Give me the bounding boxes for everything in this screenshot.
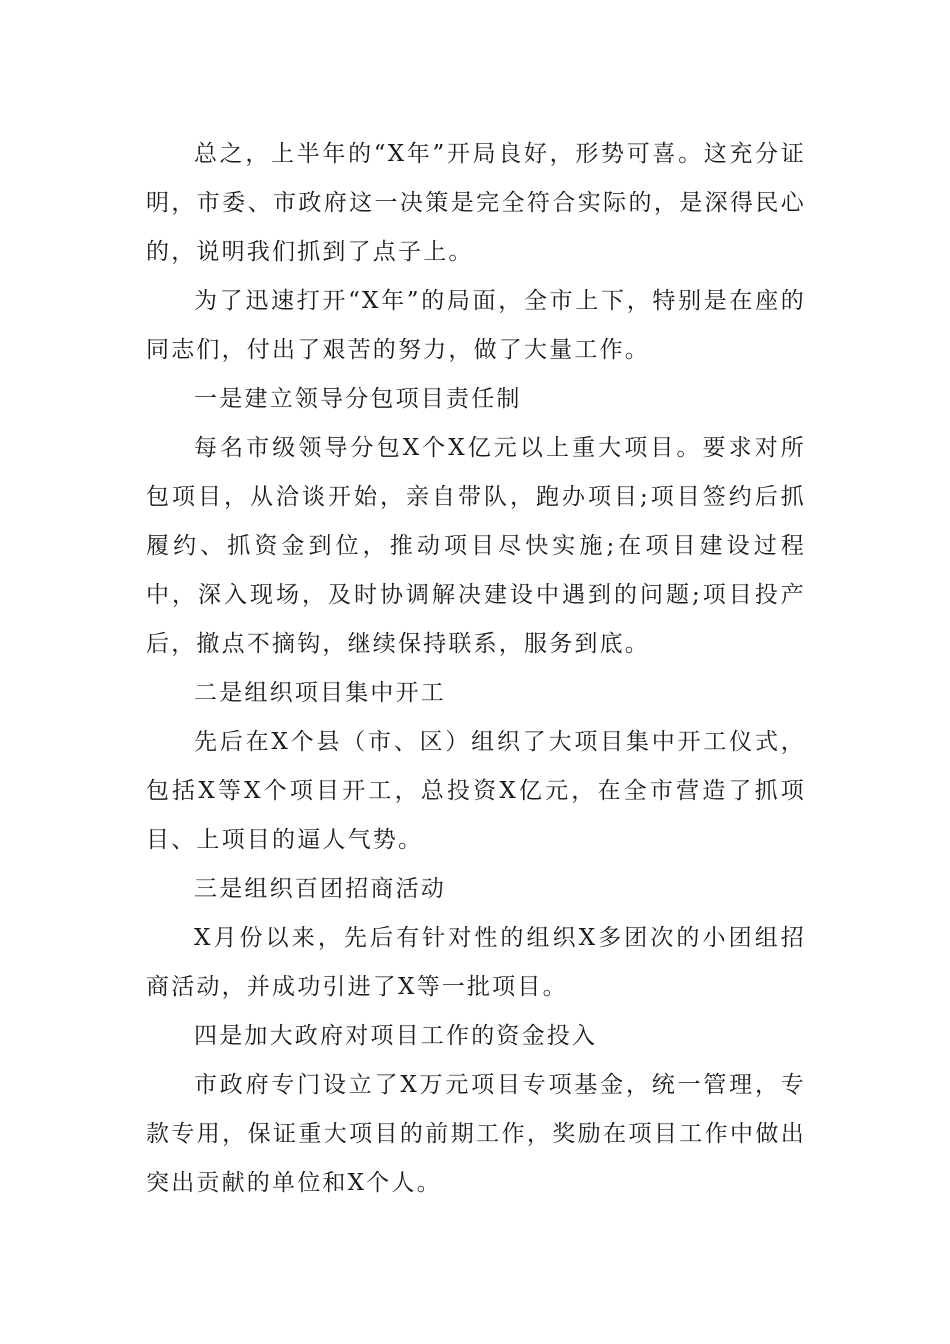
heading-project-launch: 二是组织项目集中开工	[194, 680, 446, 706]
heading-responsibility-system: 一是建立领导分包项目责任制	[194, 386, 522, 412]
paragraph-project-launch: 先后在X个县（市、区）组织了大项目集中开工仪式，包括X等X个项目开工，总投资X亿元，在全市营造了抓项目、上项目的逼人气势。	[146, 729, 806, 853]
heading-investment-campaign: 三是组织百团招商活动	[194, 876, 446, 902]
paragraph-responsibility-system: 每名市级领导分包X个X亿元以上重大项目。要求对所包项目，从洽谈开始，亲自带队，跑办项目;项目签约后抓履约、抓资金到位，推动项目尽快实施;在项目建设过程中，深入现场，及时协调解决建设中遇到的问题;项目投产后，撤点不摘钩，继续保持联系，服务到底。	[146, 435, 806, 657]
paragraph-investment-campaign: X月份以来，先后有针对性的组织X多团次的小团组招商活动，并成功引进了X等一批项目。	[146, 925, 806, 1000]
heading-funding: 四是加大政府对项目工作的资金投入	[194, 1023, 598, 1049]
paragraph-efforts: 为了迅速打开“X年”的局面，全市上下，特别是在座的同志们，付出了艰苦的努力，做了大量工作。	[146, 288, 806, 363]
document-body	[146, 130, 806, 1208]
paragraph-summary: 总之，上半年的“X年”开局良好，形势可喜。这充分证明，市委、市政府这一决策是完全符合实际的，是深得民心的，说明我们抓到了点子上。	[146, 141, 806, 265]
paragraph-funding: 市政府专门设立了X万元项目专项基金，统一管理，专款专用，保证重大项目的前期工作，奖励在项目工作中做出突出贡献的单位和X个人。	[146, 1072, 806, 1196]
